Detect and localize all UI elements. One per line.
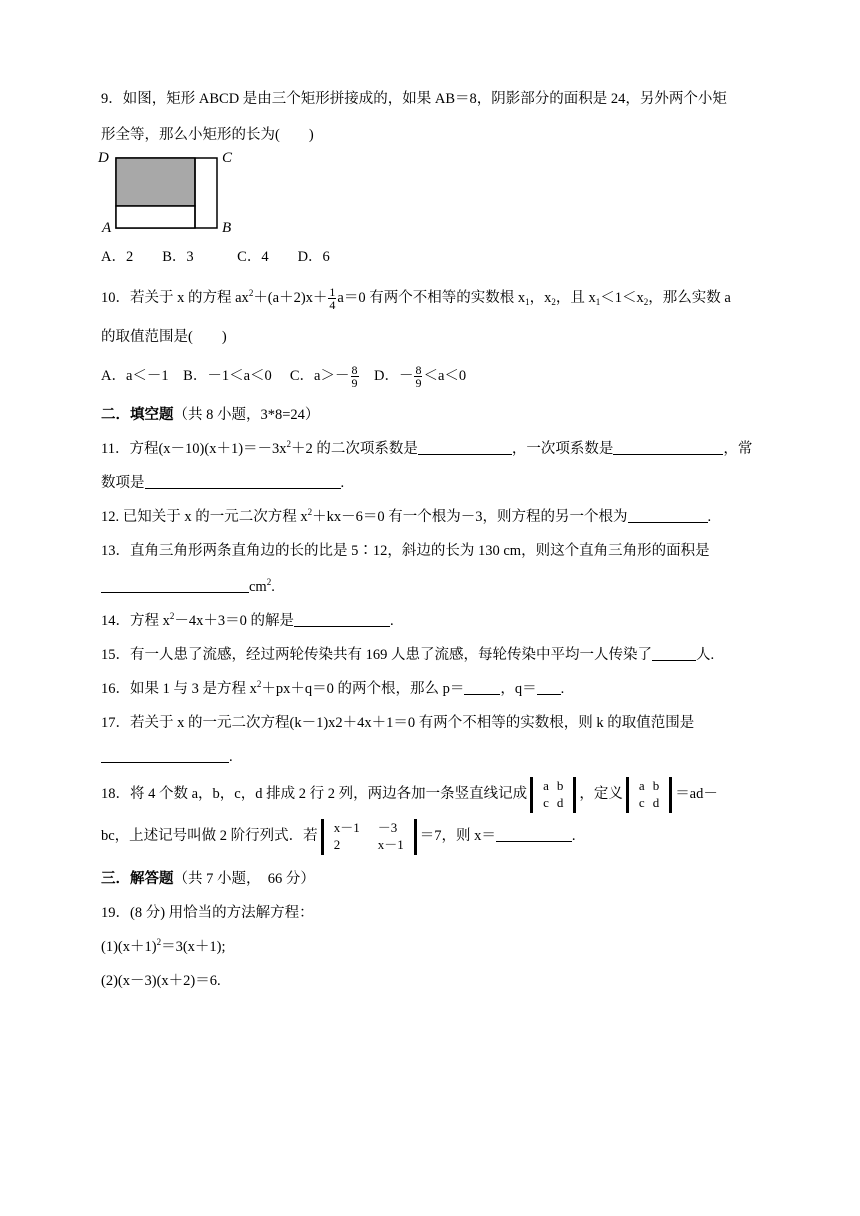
sub: 2 — [643, 296, 649, 307]
q19-part2: (2)(x－3)(x＋2)＝6. — [101, 973, 221, 989]
answer-blank — [418, 440, 512, 455]
label-A: A — [102, 220, 112, 236]
q10-opt: ＜a＜0 — [423, 367, 467, 384]
det-cell: x－1 — [377, 836, 404, 852]
sup: 2 — [307, 507, 313, 517]
q10-text: ＋(a＋2)x＋ — [253, 289, 328, 306]
q9-line2: 形全等，那么小矩形的长为( ) — [101, 127, 314, 143]
q18-text: 18．将 4 个数 a，b，c，d 排成 2 行 2 列，两边各加一条竖直线记成 — [101, 786, 528, 802]
frac-den: 4 — [329, 298, 336, 312]
frac-num: 8 — [351, 363, 358, 377]
frac-num: 8 — [415, 363, 422, 377]
q19-text: ＝3(x＋1); — [161, 939, 226, 955]
q10-line1 — [101, 286, 731, 311]
sup: 2 — [169, 611, 175, 621]
det-cell: 2 — [333, 836, 341, 852]
q17-text: . — [229, 749, 233, 765]
det-cell: d — [556, 794, 564, 810]
q10-text: a＝0 有两个不相等的实数根 x — [337, 289, 526, 306]
q19-text: (1)(x＋1) — [101, 939, 157, 955]
q10-text: ＜1＜x — [600, 289, 644, 306]
sup: 2 — [248, 287, 254, 298]
q18-line1 — [101, 776, 718, 813]
q9-options: A．2 B．3 C．4 D．6 — [101, 249, 330, 265]
q19-part1 — [101, 938, 226, 956]
q11-text: 数项是 — [101, 475, 145, 491]
det-cell: b — [556, 777, 564, 793]
sup: 2 — [286, 439, 292, 449]
det-cell: x－1 — [333, 819, 360, 835]
det-cell: c — [638, 794, 645, 810]
q11-line1 — [101, 440, 752, 458]
q11-text: ，常 — [723, 441, 753, 457]
label-B: B — [222, 220, 232, 236]
q16-text: 16．如果 1 与 3 是方程 x — [101, 681, 257, 697]
section-note: （共 7 小题， 66 分） — [173, 871, 315, 887]
q10-text: ，x — [529, 289, 552, 306]
q16-text: ＋px＋q＝0 的两个根，那么 p＝ — [261, 681, 465, 697]
q11-text: . — [340, 475, 345, 491]
section-title: 三．解答题 — [101, 871, 174, 887]
section-3-heading — [101, 870, 315, 888]
fraction — [351, 364, 359, 389]
q12-text: ＋kx－6＝0 有一个根为－3，则方程的另一个根为 — [312, 509, 628, 525]
q12-text: . — [707, 509, 712, 525]
rectangle-diagram — [96, 150, 246, 236]
fraction — [414, 364, 422, 389]
answer-blank — [652, 646, 696, 661]
q14-text: . — [390, 613, 394, 629]
q15-line — [101, 646, 714, 664]
q18-text: ＝ad－ — [675, 786, 718, 802]
q19-title: 19．(8 分) 用恰当的方法解方程： — [101, 905, 314, 921]
determinant-equation — [321, 819, 417, 855]
answer-blank — [628, 508, 708, 523]
det-cell: a — [543, 777, 549, 793]
q9-figure — [96, 150, 246, 236]
sup: 2 — [256, 679, 262, 689]
sup: 2 — [156, 937, 162, 947]
answer-blank — [145, 474, 341, 489]
q17-line1: 17．若关于 x 的一元二次方程(k－1)x2＋4x＋1＝0 有两个不相等的实数根，则 k 的取值范围是 — [101, 715, 695, 731]
det-cell: a — [638, 777, 645, 793]
q13-line1: 13．直角三角形两条直角边的长的比是 5∶12，斜边的长为 130 cm，则这个直角三角形的面积是 — [101, 543, 710, 559]
q12-line — [101, 508, 711, 526]
q10-line2: 的取值范围是( ) — [101, 329, 227, 345]
q13-text: cm — [249, 579, 267, 595]
frac-num: 1 — [329, 285, 336, 299]
frac-den: 9 — [351, 376, 358, 390]
q10-opt: A．a＜－1 B．－1＜a＜0 C．a＞－ — [101, 367, 350, 384]
frac-den: 9 — [415, 376, 422, 390]
q14-text: 14．方程 x — [101, 613, 170, 629]
det-cell: b — [652, 777, 660, 793]
q14-line — [101, 612, 394, 630]
sub: 1 — [525, 296, 530, 307]
q11-text: 11．方程(x－10)(x＋1)＝－3x — [101, 441, 287, 457]
determinant-definition — [626, 777, 672, 813]
determinant-notation — [530, 777, 576, 813]
answer-blank — [464, 680, 500, 695]
answer-blank — [496, 827, 572, 842]
det-cell: d — [652, 794, 660, 810]
q14-text: －4x＋3＝0 的解是 — [174, 613, 294, 629]
q15-text: 15．有一人患了流感，经过两轮传染共有 169 人患了流感，每轮传染中平均一人传染了 — [101, 647, 652, 663]
sub: 1 — [595, 296, 601, 307]
q10-text: ，那么实数 a — [648, 289, 731, 306]
q10-opt: D．－ — [359, 367, 414, 384]
q10-options — [101, 364, 466, 389]
q18-text: . — [571, 828, 576, 844]
answer-blank — [101, 748, 229, 763]
q16-line — [101, 680, 564, 698]
q9-line1: 9．如图，矩形 ABCD 是由三个矩形拼接成的，如果 AB＝8，阴影部分的面积是 24，另外两个小矩 — [101, 91, 727, 107]
q16-text: ，q＝ — [500, 681, 537, 697]
det-cell: －3 — [377, 819, 398, 835]
det-cell: c — [543, 794, 549, 810]
q13-text: . — [271, 579, 275, 595]
section-2-heading — [101, 406, 319, 424]
q17-line2 — [101, 748, 233, 766]
q12-text: 12. 已知关于 x 的一元二次方程 x — [101, 509, 308, 525]
answer-blank — [537, 680, 561, 695]
section-title: 二．填空题 — [101, 407, 174, 423]
answer-blank — [101, 578, 249, 593]
q10-text: 10．若关于 x 的方程 ax — [101, 289, 249, 306]
q16-text: . — [560, 681, 565, 697]
fraction — [328, 286, 336, 311]
q13-line2 — [101, 578, 275, 596]
q10-text: ，且 x — [555, 289, 596, 306]
q18-text: ＝7，则 x＝ — [419, 828, 496, 844]
q18-line2 — [101, 818, 575, 855]
q18-text: bc，上述记号叫做 2 阶行列式．若 — [101, 828, 318, 844]
q11-text: ＋2 的二次项系数是 — [291, 441, 418, 457]
answer-blank — [294, 612, 390, 627]
q11-text: ，一次项系数是 — [511, 441, 614, 457]
label-D: D — [98, 150, 109, 166]
answer-blank — [613, 440, 723, 455]
q18-text: ，定义 — [579, 786, 623, 802]
q15-text: 人. — [696, 647, 715, 663]
label-C: C — [222, 150, 233, 166]
sup: 2 — [266, 577, 272, 587]
section-note: （共 8 小题，3*8=24） — [173, 407, 320, 423]
sub: 2 — [551, 296, 556, 307]
q11-line2 — [101, 474, 344, 492]
